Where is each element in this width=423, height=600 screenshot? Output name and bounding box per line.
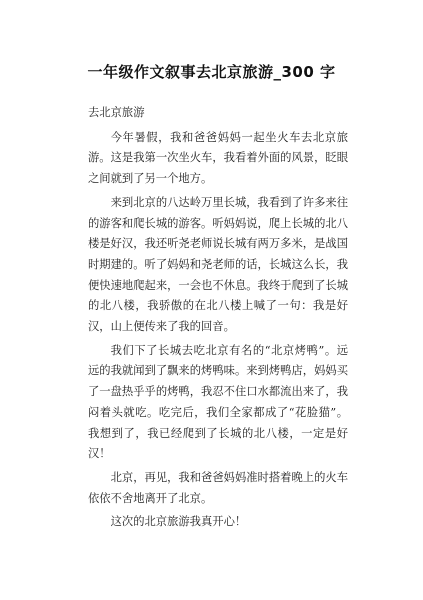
paragraph: 这次的北京旅游我真开心！ [110, 515, 247, 529]
paragraph: 我们下了长城去吃北京有名的“北京烤鸭”。远远的我就闻到了飘来的烤鸭味。来到烤鸭店，妈妈买了一盘热乎乎的烤鸭，我忍不住口水都流出来了，我闷着头就吃。吃完后，我们全家都成了“花脸猫”。我想到了，我已经爬到了长城的北八楼，一定是好汉！ [88, 343, 348, 461]
paragraph: 北京，再见，我和爸爸妈妈准时搭着晚上的火车依依不舍地离开了北京。 [88, 470, 348, 505]
paragraph: 来到北京的八达岭万里长城，我看到了许多来往的游客和爬长城的游客。听妈妈说，爬上长城的北八楼是好汉，我还听尧老师说长城有两万多米，是战国时期建的。听了妈妈和尧老师的话，长城这么长，我便快速地爬起来，一会也不休息。我终于爬到了长城的北八楼，我骄傲的在北八楼上喊了一句：我是好汉，山上便传来了我的回音。 [88, 195, 348, 334]
essay-body [88, 103, 348, 536]
paragraph: 今年暑假，我和爸爸妈妈一起坐火车去北京旅游。这是我第一次坐火车，我看着外面的风景，眨眼之间就到了另一个地方。 [88, 130, 348, 186]
essay-title: 去北京旅游 [88, 106, 145, 119]
page-title: 一年级作文叙事去北京旅游_300 字 [87, 63, 336, 81]
